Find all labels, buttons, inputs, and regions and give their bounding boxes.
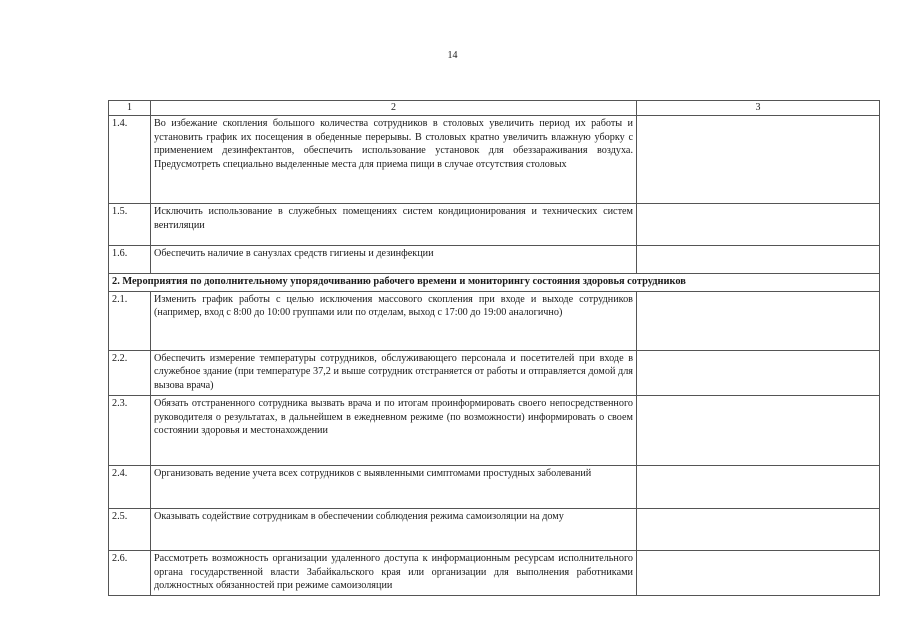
row-text: Во избежание скопления большого количества сотрудников в столовых увеличить период их работы и установить график их посещения в обеденные перерывы. В столовых кратно увеличить влажную уборку с применением дезинфектантов, обеспечить использование установок для обеззараживания воздуха. Предусмотреть специально выделенные места для приема пищи в случае отсутствия столовых <box>151 116 637 204</box>
row-text: Исключить использование в служебных помещениях систем кондиционирования и технических систем вентиляции <box>151 204 637 246</box>
row-number: 2.5. <box>109 508 151 550</box>
header-col-3: 3 <box>637 101 880 116</box>
row-number: 2.1. <box>109 291 151 350</box>
table-row <box>109 246 880 274</box>
table-row <box>109 395 880 465</box>
row-text: Рассмотреть возможность организации удаленного доступа к информационным ресурсам исполнительного органа государственной власти Забайкальского края или организации для выполнения работниками должностных обязанностей при режиме самоизоляции <box>151 550 637 595</box>
row-notes <box>637 204 880 246</box>
header-col-1: 1 <box>109 101 151 116</box>
row-notes <box>637 395 880 465</box>
row-number: 2.2. <box>109 350 151 395</box>
page-number: 14 <box>447 50 458 61</box>
table-row <box>109 508 880 550</box>
row-number: 1.5. <box>109 204 151 246</box>
measures-table <box>108 100 880 596</box>
row-text: Обеспечить измерение температуры сотрудников, обслуживающего персонала и посетителей при входе в служебное здание (при температуре 37,2 и выше сотрудник отстраняется от работы и отправляется домой для вызова врача) <box>151 350 637 395</box>
table-row <box>109 350 880 395</box>
row-notes <box>637 246 880 274</box>
header-col-2: 2 <box>151 101 637 116</box>
row-notes <box>637 350 880 395</box>
table-row <box>109 465 880 508</box>
row-text: Организовать ведение учета всех сотрудников с выявленными симптомами простудных заболеваний <box>151 465 637 508</box>
row-number: 1.6. <box>109 246 151 274</box>
row-text: Изменить график работы с целью исключения массового скопления при входе и выходе сотрудников (например, вход с 8:00 до 10:00 группами или по отделам, выход с 17:00 до 19:00 аналогично) <box>151 291 637 350</box>
table-row <box>109 291 880 350</box>
row-number: 2.6. <box>109 550 151 595</box>
table-row <box>109 204 880 246</box>
table-row <box>109 550 880 595</box>
row-notes <box>637 508 880 550</box>
row-number: 2.3. <box>109 395 151 465</box>
section-title: 2. Мероприятия по дополнительному упорядочиванию рабочего времени и мониторингу состояния здоровья сотрудников <box>109 274 880 292</box>
row-text: Обязать отстраненного сотрудника вызвать врача и по итогам проинформировать своего непосредственного руководителя о результатах, в дальнейшем в ежедневном режиме (по возможности) информировать о своем состоянии здоровья и местонахождении <box>151 395 637 465</box>
row-notes <box>637 291 880 350</box>
row-number: 2.4. <box>109 465 151 508</box>
row-text: Оказывать содействие сотрудникам в обеспечении соблюдения режима самоизоляции на дому <box>151 508 637 550</box>
row-notes <box>637 465 880 508</box>
row-notes <box>637 550 880 595</box>
row-text: Обеспечить наличие в санузлах средств гигиены и дезинфекции <box>151 246 637 274</box>
section-row <box>109 274 880 292</box>
row-number: 1.4. <box>109 116 151 204</box>
row-notes <box>637 116 880 204</box>
table-header-row <box>109 101 880 116</box>
table-row <box>109 116 880 204</box>
